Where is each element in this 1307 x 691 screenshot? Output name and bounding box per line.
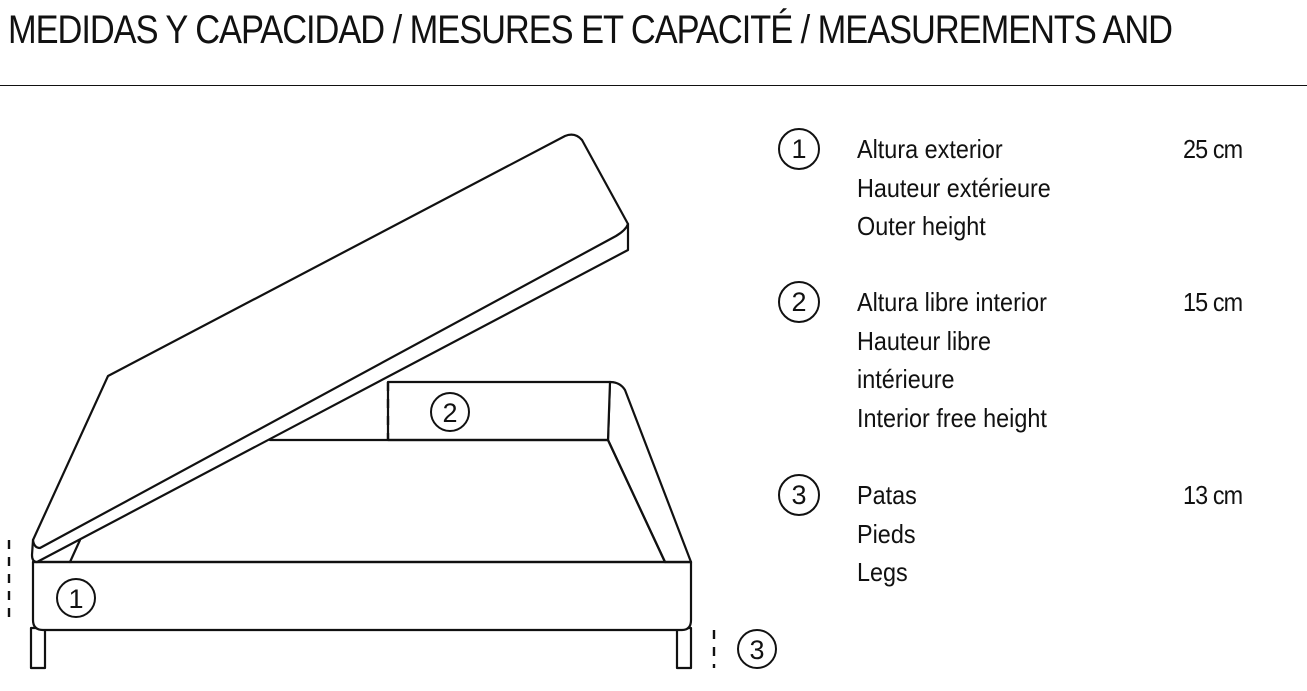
spec-label-es: Altura exterior (857, 134, 1003, 164)
frame-front (33, 562, 691, 630)
leg-left (31, 628, 45, 668)
marker-1 (57, 579, 95, 617)
spec-labels (857, 476, 917, 592)
spec-label-fr: Pieds (857, 518, 916, 549)
spec-label-fr: Hauteur libre (857, 325, 991, 356)
spec-label-es: Patas (857, 480, 917, 510)
spec-value: 15 cm (1183, 287, 1243, 317)
page-title: MEDIDAS Y CAPACIDAD / MESURES ET CAPACITÉ / MEASUREMENTS AND (8, 8, 1172, 52)
spec-number-badge: 1 (778, 128, 820, 170)
marker-2 (431, 393, 469, 431)
frame-right-wall (608, 382, 691, 562)
spec-labels (857, 130, 1051, 246)
spec-label-en: Outer height (857, 211, 986, 241)
spec-label-es: Altura libre interior (857, 287, 1047, 317)
spec-label-en: Legs (857, 557, 908, 587)
svg-text:3: 3 (749, 635, 765, 665)
spec-label-en: Interior free height (857, 402, 1047, 433)
marker-3 (738, 630, 776, 668)
spec-value: 25 cm (1183, 134, 1243, 164)
spec-label-fr: Hauteur extérieure (857, 172, 1051, 203)
spec-value: 13 cm (1183, 480, 1243, 510)
svg-text:2: 2 (442, 398, 458, 428)
svg-text:1: 1 (68, 584, 84, 614)
spec-number-badge: 2 (778, 281, 820, 323)
spec-labels (857, 283, 1047, 437)
spec-number-badge: 3 (778, 474, 820, 516)
lid (32, 135, 628, 562)
frame-back-wall (388, 382, 610, 440)
leg-right (677, 628, 691, 668)
spec-label-fr-cont: intérieure (857, 364, 955, 394)
